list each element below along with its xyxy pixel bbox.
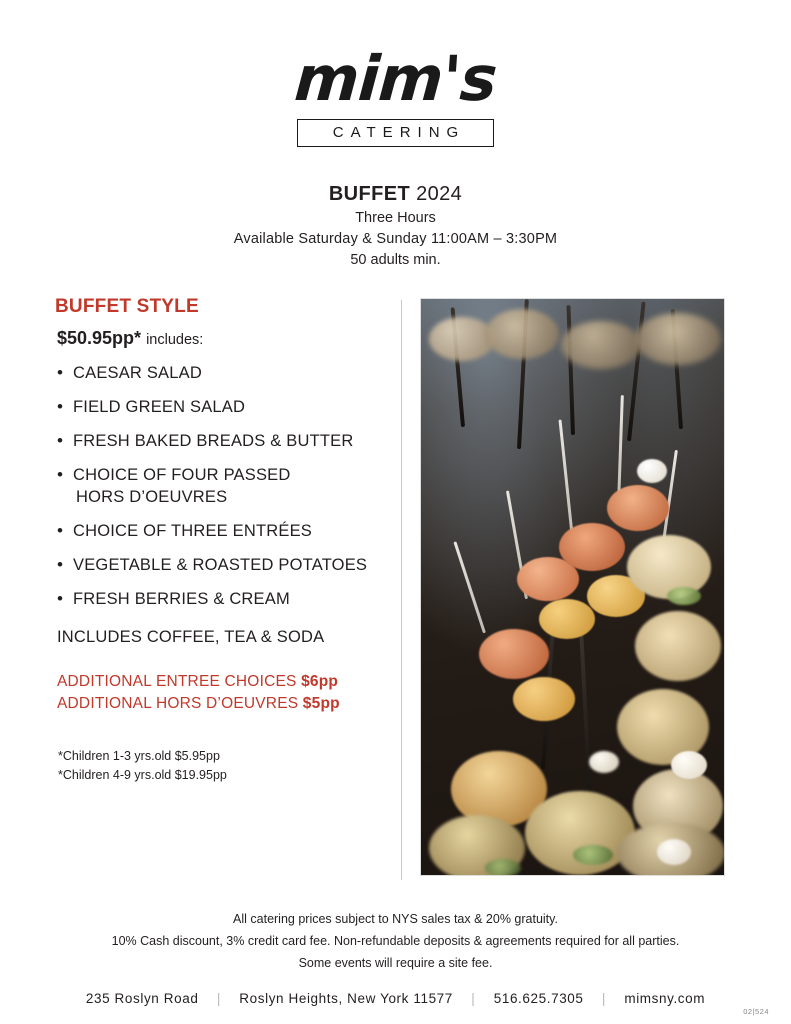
list-item [57, 363, 395, 384]
food-blob [561, 321, 641, 369]
footer-contact-bar [0, 991, 791, 1006]
logo-wordmark: mim's [292, 42, 499, 115]
menu-item-label: CHOICE OF FOUR PASSED [73, 466, 291, 485]
pineapple-blob [513, 677, 575, 721]
page-footer [0, 909, 791, 1006]
additional-entree-amount: $6pp [301, 673, 339, 690]
pastry-blob [635, 611, 721, 681]
list-item [57, 521, 395, 542]
page-title-year: 2024 [416, 183, 463, 205]
footer-address: 235 Roslyn Road [85, 991, 199, 1006]
cream-blob [637, 459, 667, 483]
pastry-blob [627, 535, 711, 599]
food-blob [635, 313, 721, 365]
photo-column [420, 296, 736, 876]
price-includes-label: includes: [146, 332, 204, 349]
list-item [57, 465, 395, 507]
children-note: *Children 1-3 yrs.old $5.95pp [58, 749, 220, 763]
page-title [0, 180, 791, 208]
pineapple-blob [539, 599, 595, 639]
menu-item-label: FIELD GREEN SALAD [73, 398, 246, 417]
menu-item-label-line2: HORS D’OEUVRES [76, 487, 228, 506]
footer-note: 10% Cash discount, 3% credit card fee. Non-refundable deposits & agreements required for all parties. [111, 934, 680, 949]
document-code: 02|524 [743, 1007, 769, 1016]
footer-website-link[interactable]: mimsny.com [624, 991, 706, 1006]
menu-item-label: CAESAR SALAD [73, 364, 202, 383]
additional-entree-label: ADDITIONAL ENTREE CHOICES [57, 673, 297, 690]
footer-note: All catering prices subject to NYS sales tax & 20% gratuity. [233, 912, 558, 927]
footer-phone[interactable]: 516.625.7305 [493, 991, 584, 1006]
logo-subtitle-box [297, 119, 494, 147]
list-item [57, 589, 395, 610]
price-value: $50.95pp* [57, 328, 142, 349]
herb-blob [573, 845, 613, 865]
brand-logo [0, 0, 791, 147]
footer-separator: | [216, 991, 221, 1006]
additional-hors-doeuvres-amount: $5pp [302, 695, 340, 712]
logo-subtitle: CATERING [332, 124, 466, 141]
herb-blob [667, 587, 701, 605]
footer-separator: | [471, 991, 476, 1006]
main-content [0, 296, 791, 880]
menu-column [55, 296, 395, 786]
food-photo [420, 298, 725, 876]
herb-blob [485, 859, 521, 876]
additional-hors-doeuvres-label: ADDITIONAL HORS D’OEUVRES [57, 695, 299, 712]
menu-item-label: FRESH BAKED BREADS & BUTTER [73, 432, 354, 451]
food-blob [485, 309, 559, 359]
menu-item-label: CHOICE OF THREE ENTRÉES [73, 521, 312, 540]
children-pricing-notes [58, 747, 395, 786]
footer-city: Roslyn Heights, New York 11577 [239, 991, 453, 1006]
shrimp-blob [559, 523, 625, 571]
shrimp-blob [479, 629, 549, 679]
children-note: *Children 4-9 yrs.old $19.95pp [58, 768, 227, 783]
additional-hors-doeuvres-row [57, 695, 395, 713]
section-title-buffet-style: BUFFET STYLE [55, 296, 199, 318]
menu-item-list [55, 363, 395, 610]
header-meta [0, 180, 791, 270]
price-line [57, 328, 395, 349]
list-item [57, 431, 395, 452]
footer-note: Some events will require a site fee. [298, 956, 493, 971]
cream-blob [657, 839, 691, 865]
cream-blob [589, 751, 619, 773]
additional-entree-row [57, 673, 395, 691]
menu-item-label: FRESH BERRIES & CREAM [73, 589, 290, 608]
page-title-main: BUFFET [328, 183, 411, 205]
footer-separator: | [601, 991, 606, 1006]
header-minimum: 50 adults min. [350, 251, 441, 268]
cream-blob [671, 751, 707, 779]
header-duration: Three Hours [355, 210, 436, 227]
list-item [57, 397, 395, 418]
list-item [57, 555, 395, 576]
menu-item-label: VEGETABLE & ROASTED POTATOES [73, 555, 368, 574]
includes-beverages-line: INCLUDES COFFEE, TEA & SODA [57, 628, 325, 646]
additional-options [57, 673, 395, 713]
header-availability: Available Saturday & Sunday 11:00AM – 3:30PM [233, 230, 558, 247]
vertical-divider [401, 300, 402, 880]
shrimp-blob [607, 485, 669, 531]
